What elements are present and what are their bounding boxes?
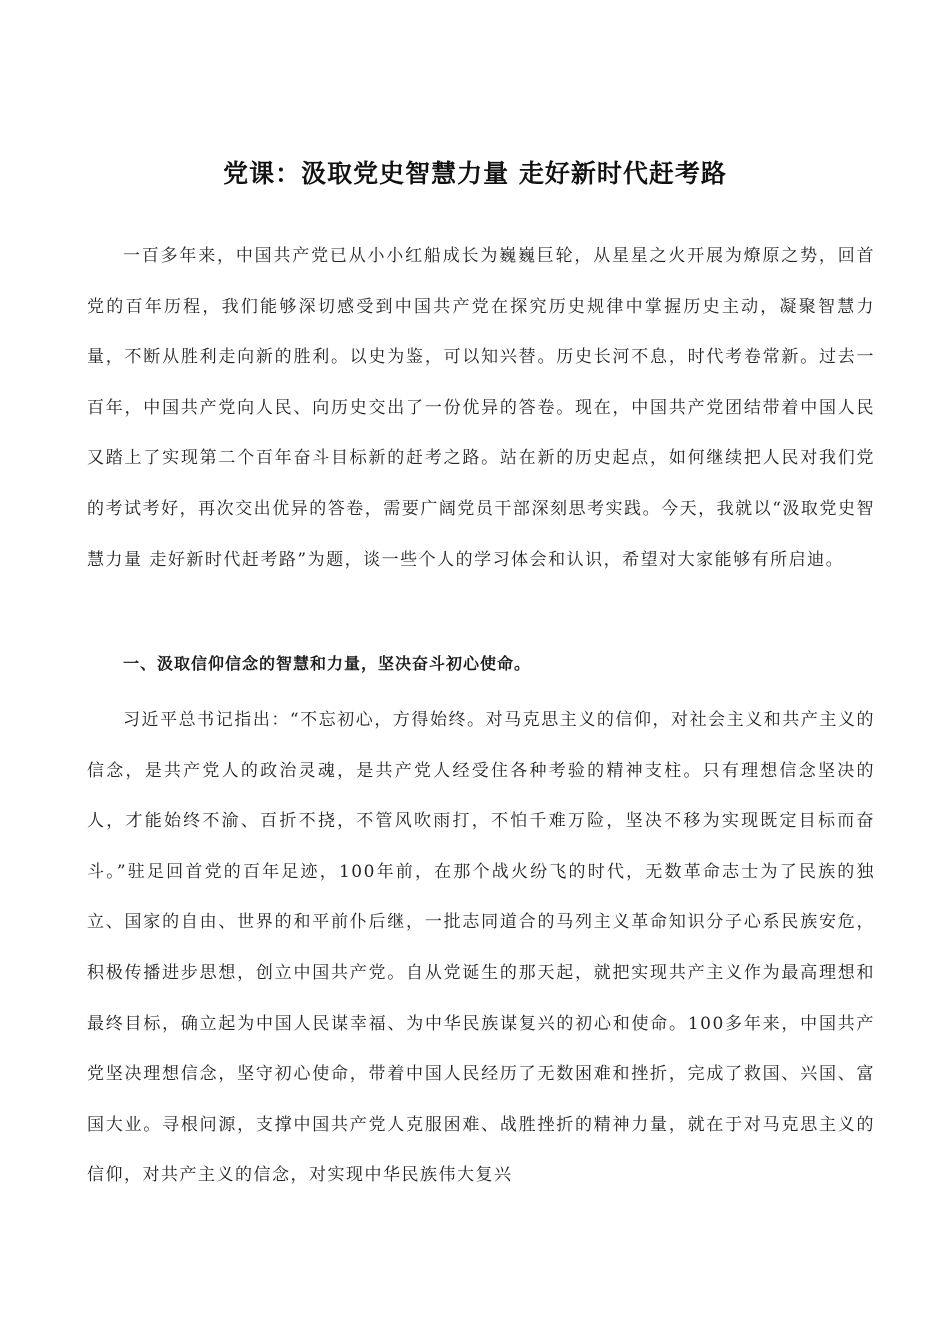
section-paragraph: 习近平总书记指出：“不忘初心，方得始终。对马克思主义的信仰，对社会主义和共产主义的信念，是共产党人的政治灵魂，是共产党人经受住各种考验的精神支柱。只有理想信念坚决的人，才能始终不渝、百折不挠，不管风吹雨打，不怕千难万险，坚决不移为实现既定目标而奋斗。”驻足回首党的百年足迹，100年前，在那个战火纷飞的时代，无数革命志士为了民族的独立、国家的自由、世界的和平前仆后继，一批志同道合的马列主义革命知识分子心系民族安危，积极传播进步思想，创立中国共产党。自从党诞生的那天起，就把实现共产主义作为最高理想和最终目标，确立起为中国人民谋幸福、为中华民族谋复兴的初心和使命。100多年来，中国共产党坚决理想信念，坚守初心使命，带着中国人民经历了无数困难和挫折，完成了救国、兴国、富国大业。寻根问源，支撑中国共产党人克服困难、战胜挫折的精神力量，就在于对马克思主义的信仰，对共产主义的信念，对实现中华民族伟大复兴 [87, 710, 875, 1186]
document-title: 党课：汲取党史智慧力量 走好新时代赶考路 [223, 159, 727, 188]
section-heading: 一、汲取信仰信念的智慧和力量，坚决奋斗初心使命。 [123, 654, 532, 673]
intro-paragraph: 一百多年来，中国共产党已从小小红船成长为巍巍巨轮，从星星之火开展为燎原之势，回首党的百年历程，我们能够深切感受到中国共产党在探究历史规律中掌握历史主动，凝聚智慧力量，不断从胜利走向新的胜利。以史为鉴，可以知兴替。历史长河不息，时代考卷常新。过去一百年，中国共产党向人民、向历史交出了一份优异的答卷。现在，中国共产党团结带着中国人民又踏上了实现第二个百年奋斗目标新的赶考之路。站在新的历史起点，如何继续把人民对我们党的考试考好，再次交出优异的答卷，需要广阔党员干部深刻思考实践。今天，我就以“汲取党史智慧力量 走好新时代赶考路”为题，谈一些个人的学习体会和认识，希望对大家能够有所启迪。 [87, 246, 875, 570]
